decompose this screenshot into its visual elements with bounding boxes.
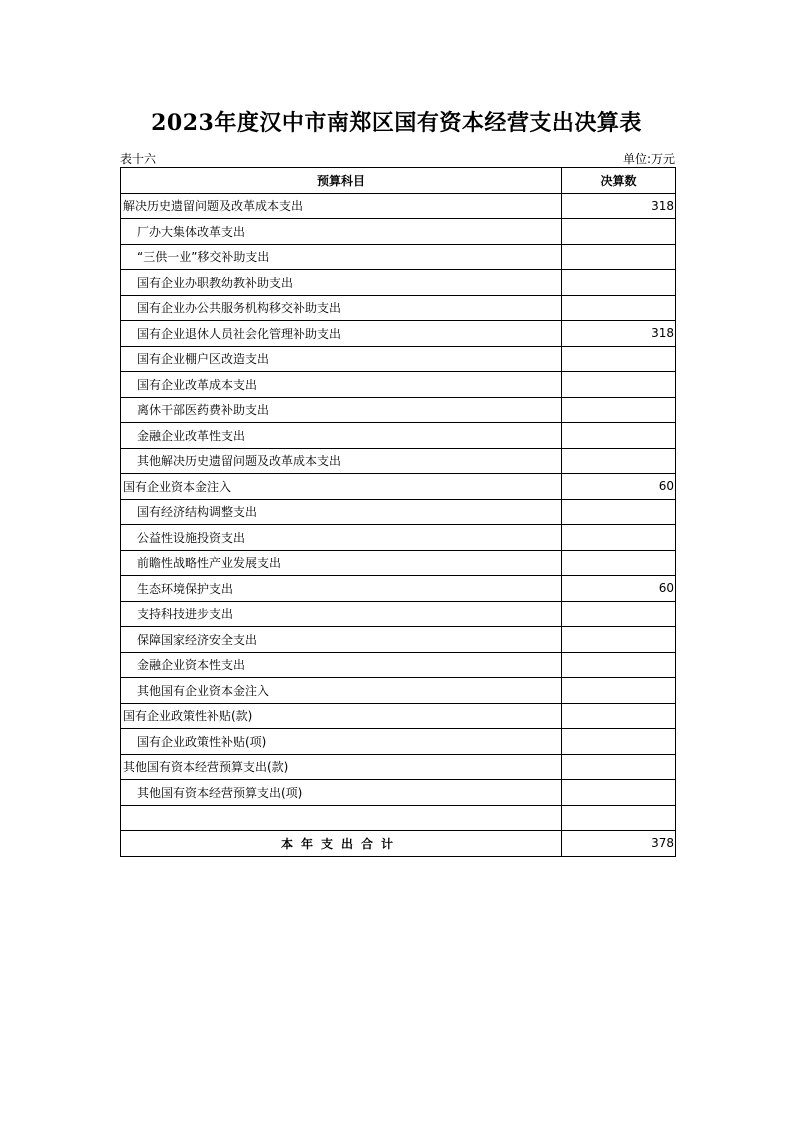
row-name: 国有企业办公共服务机构移交补助支出 (121, 295, 562, 321)
table-row (121, 219, 676, 245)
row-name: 国有企业退休人员社会化管理补助支出 (121, 321, 562, 347)
table-row (121, 499, 676, 525)
row-value (562, 499, 676, 525)
page-title: 2023年度汉中市南郑区国有资本经营支出决算表 (151, 110, 642, 136)
row-name: 厂办大集体改革支出 (121, 219, 562, 245)
table-row (121, 678, 676, 704)
table-row (121, 397, 676, 423)
row-value (562, 270, 676, 296)
table-row (121, 423, 676, 449)
table-row (121, 270, 676, 296)
table-number: 表十六 (120, 152, 157, 166)
table-row (121, 601, 676, 627)
row-name: 支持科技进步支出 (121, 601, 562, 627)
row-name: 其他国有资本经营预算支出(项) (121, 780, 562, 806)
total-row (121, 831, 676, 857)
row-value (562, 372, 676, 398)
table-row (121, 805, 676, 831)
row-name: 其他解决历史遗留问题及改革成本支出 (121, 448, 562, 474)
table-row (121, 780, 676, 806)
row-name (121, 805, 562, 831)
row-value (562, 652, 676, 678)
row-value (562, 397, 676, 423)
row-value (562, 346, 676, 372)
table-row (121, 729, 676, 755)
table-row (121, 652, 676, 678)
row-name: 国有企业棚户区改造支出 (121, 346, 562, 372)
row-name: 其他国有企业资本金注入 (121, 678, 562, 704)
table-row (121, 474, 676, 500)
row-value (562, 423, 676, 449)
unit-label: 单位:万元 (622, 152, 675, 166)
row-value (562, 780, 676, 806)
table-header-row (121, 168, 676, 194)
table-row (121, 295, 676, 321)
row-value (562, 448, 676, 474)
row-name: 金融企业改革性支出 (121, 423, 562, 449)
table-row (121, 346, 676, 372)
expenditure-table (120, 167, 676, 857)
table-row (121, 627, 676, 653)
row-value (562, 525, 676, 551)
row-value (562, 219, 676, 245)
row-name: 前瞻性战略性产业发展支出 (121, 550, 562, 576)
table-row (121, 244, 676, 270)
row-value: 318 (562, 321, 676, 347)
row-name: “三供一业”移交补助支出 (121, 244, 562, 270)
header-amount: 决算数 (562, 168, 676, 194)
row-name: 生态环境保护支出 (121, 576, 562, 602)
row-value (562, 627, 676, 653)
total-label: 本年支出合计 (121, 831, 562, 857)
row-name: 国有经济结构调整支出 (121, 499, 562, 525)
table-row (121, 754, 676, 780)
row-value (562, 703, 676, 729)
row-value (562, 729, 676, 755)
row-name: 金融企业资本性支出 (121, 652, 562, 678)
header-item: 预算科目 (121, 168, 562, 194)
row-name: 解决历史遗留问题及改革成本支出 (121, 193, 562, 219)
row-name: 保障国家经济安全支出 (121, 627, 562, 653)
row-name: 其他国有资本经营预算支出(款) (121, 754, 562, 780)
row-value: 60 (562, 474, 676, 500)
row-value (562, 754, 676, 780)
table-row (121, 550, 676, 576)
row-value (562, 244, 676, 270)
row-name: 国有企业办职教幼教补助支出 (121, 270, 562, 296)
row-name: 国有企业政策性补贴(项) (121, 729, 562, 755)
table-row (121, 372, 676, 398)
row-name: 国有企业资本金注入 (121, 474, 562, 500)
row-value (562, 678, 676, 704)
table-row (121, 448, 676, 474)
row-value: 60 (562, 576, 676, 602)
row-name: 公益性设施投资支出 (121, 525, 562, 551)
total-value: 378 (562, 831, 676, 857)
table-row (121, 321, 676, 347)
row-value (562, 295, 676, 321)
row-value (562, 601, 676, 627)
table-row (121, 576, 676, 602)
row-value: 318 (562, 193, 676, 219)
row-name: 国有企业改革成本支出 (121, 372, 562, 398)
row-value (562, 805, 676, 831)
row-name: 离休干部医药费补助支出 (121, 397, 562, 423)
row-value (562, 550, 676, 576)
row-name: 国有企业政策性补贴(款) (121, 703, 562, 729)
table-row (121, 193, 676, 219)
table-row (121, 703, 676, 729)
table-row (121, 525, 676, 551)
